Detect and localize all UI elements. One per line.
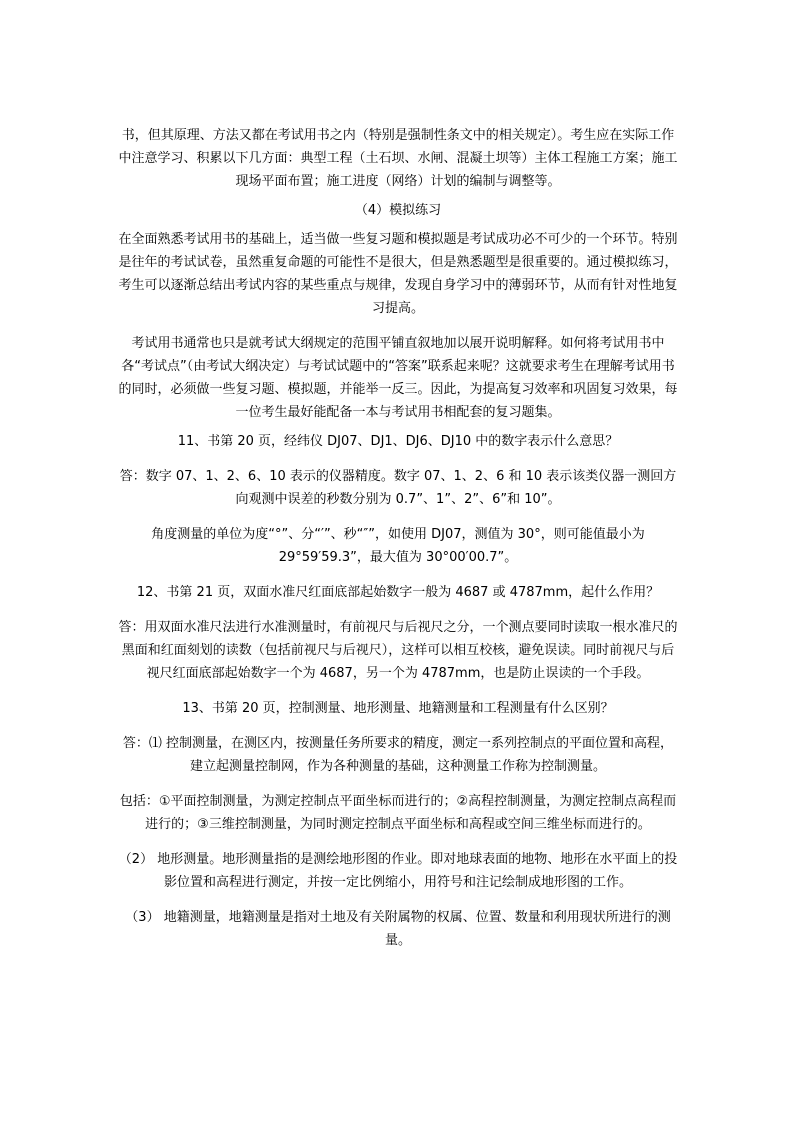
answer-13-topographic-survey: （2） 地形测量。地形测量指的是测绘地形图的作业。即对地球表面的地物、地形在水平面上的投影位置和高程进行测定，并按一定比例缩小，用符号和注记绘制成地形图的工作。 <box>118 852 678 890</box>
question-13: 13、书第 20 页，控制测量、地形测量、地籍测量和工程测量有什么区别？ <box>182 701 614 716</box>
question-11: 11、书第 20 页，经纬仪 DJ07、DJ1、DJ6、DJ10 中的数字表示什么意思？ <box>177 434 619 449</box>
paragraph-exam-book: 考试用书通常也只是就考试大纲规定的范围平铺直叙地加以展开说明解释。如何将考试用书中各“考试点”（由考试大纲决定）与考试试题中的“答案”联系起来呢？这就要求考生在理解考试用书的同时，必须做一些复习题、模拟题，并能举一反三。因此，为提高复习效率和巩固复习效果，每一位考生最好能配备一本与考试用书相配套的复习题集。 <box>118 336 678 420</box>
answer-12: 答：用双面水准尺法进行水准测量时，有前视尺与后视尺之分，一个测点要同时读取一根水准尺的黑面和红面刻划的读数（包括前视尺与后视尺），这样可以相互校核，避免误读。同时前视尺与后视尺红面底部起始数字一个为 4687，另一个为 4787mm，也是防止误读的一个手段。 <box>118 620 678 681</box>
answer-11-angle-units: 角度测量的单位为度“°”、分“′”、秒“″”，如使用 DJ07，测值为 30°，则可能值最小为 29°59′59.3”，最大值为 30°00′00.7”。 <box>151 527 645 565</box>
document-page <box>118 124 678 952</box>
answer-13-cadastral-survey: （3） 地籍测量，地籍测量是指对土地及有关附属物的权属、位置、数量和利用现状所进行的测量。 <box>125 910 671 948</box>
section-heading-mock-practice: （4）模拟练习 <box>354 203 442 218</box>
answer-11: 答：数字 07、1、2、6、10 表示的仪器精度。数字 07、1、2、6 和 10 表示该类仪器一测回方向观测中误差的秒数分别为 0.7”、1”、2”、6”和 10”。 <box>119 469 677 507</box>
paragraph-intro-continued: 书，但其原理、方法又都在考试用书之内（特别是强制性条文中的相关规定）。考生应在实际工作中注意学习、积累以下几方面：典型工程（土石坝、水闸、混凝土坝等）主体工程施工方案；施工现场平面布置；施工进度（网络）计划的编制与调整等。 <box>118 128 678 189</box>
answer-13-control-survey: 答：⑴ 控制测量，在测区内，按测量任务所要求的精度，测定一系列控制点的平面位置和高程，建立起测量控制网，作为各种测量的基础，这种测量工作称为控制测量。 <box>122 736 674 774</box>
paragraph-mock-practice: 在全面熟悉考试用书的基础上，适当做一些复习题和模拟题是考试成功必不可少的一个环节。特别是往年的考试试卷，虽然重复命题的可能性不是很大，但是熟悉题型是很重要的。通过模拟练习，考生可以逐渐总结出考试内容的某些重点与规律，发现自身学习中的薄弱环节，从而有针对性地复习提高。 <box>118 232 678 316</box>
answer-13-control-survey-types: 包括：①平面控制测量，为测定控制点平面坐标而进行的；②高程控制测量，为测定控制点高程而进行的；③三维控制测量，为同时测定控制点平面坐标和高程或空间三维坐标而进行的。 <box>119 794 677 832</box>
question-12: 12、书第 21 页，双面水准尺红面底部起始数字一般为 4687 或 4787mm，起什么作用？ <box>136 585 660 600</box>
